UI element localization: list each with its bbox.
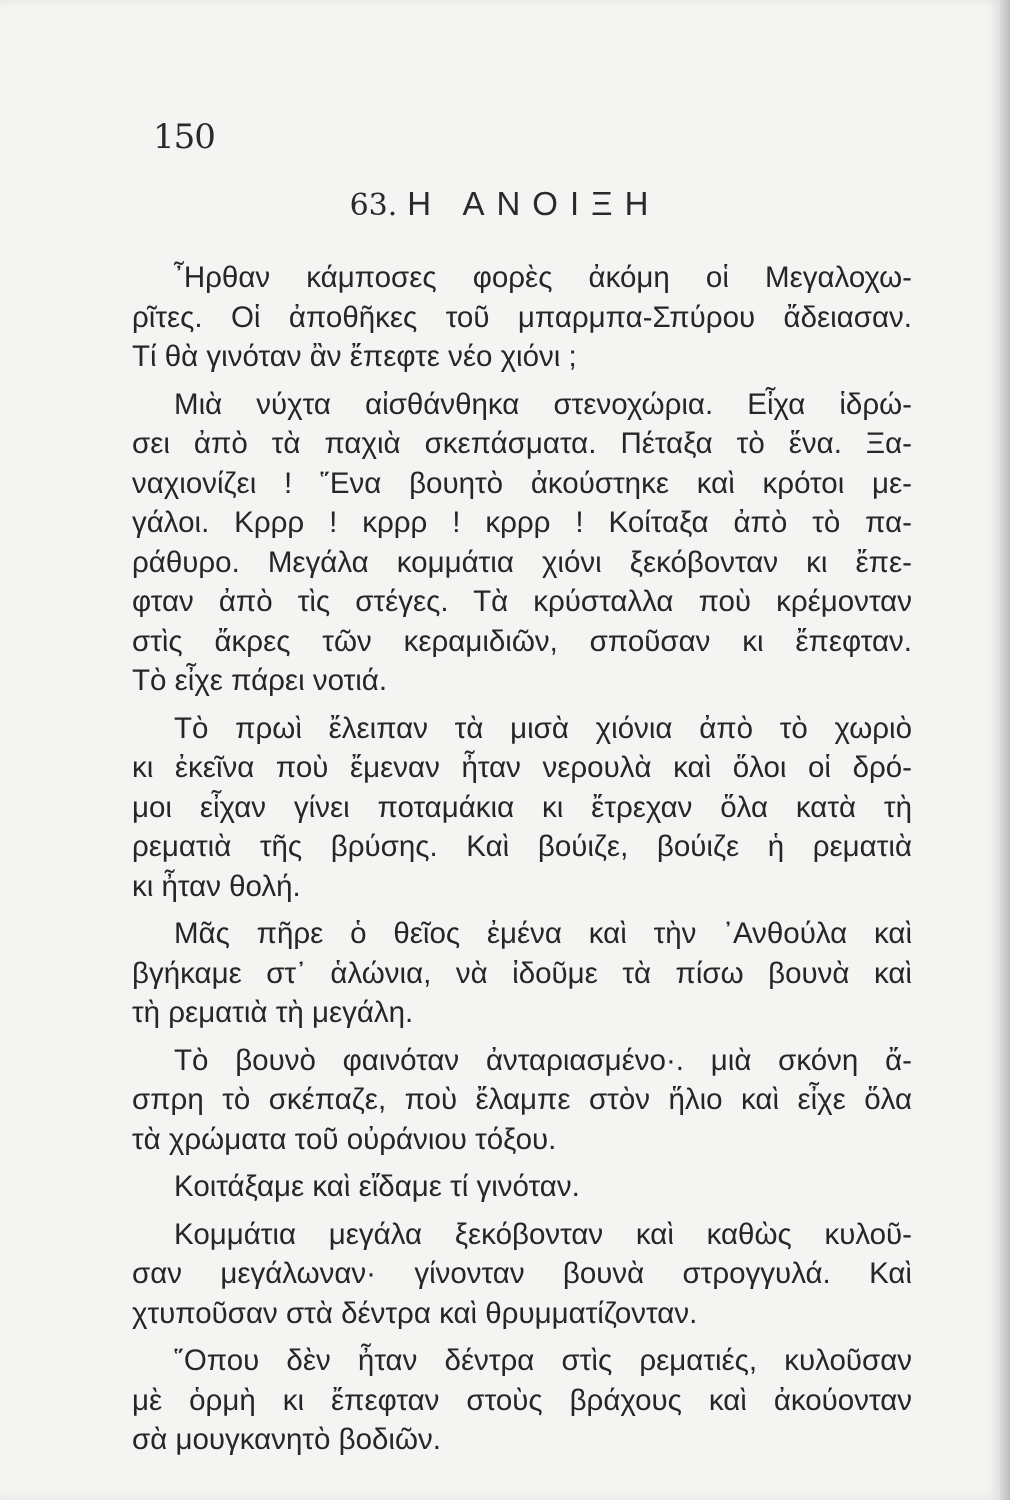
text-line: Μᾶς πῆρε ὁ θεῖος ἐμένα καὶ τὴν ᾿Ανθούλα καὶ: [174, 917, 912, 950]
text-line: ράθυρο. Μεγάλα κομμάτια χιόνι ξεκόβονταν κι ἔπε-: [132, 545, 912, 579]
paragraph-8: [132, 1341, 912, 1460]
text-line: Τὸ βουνὸ φαινόταν ἀνταριασμένο·. μιὰ σκόνη ἄ-: [174, 1043, 912, 1077]
text-line: σει ἀπὸ τὰ παχιὰ σκεπάσματα. Πέταξα τὸ ἕνα. Ξα-: [132, 427, 912, 460]
paragraph-3: [132, 709, 912, 907]
text-line: σαν μεγάλωναν· γίνονταν βουνὰ στρογγυλά. Καὶ: [132, 1257, 912, 1290]
text-line: βγήκαμε στ᾿ ἁλώνια, νὰ ἰδοῦμε τὰ πίσω βουνὰ καὶ: [132, 956, 912, 990]
text-line: ρῖτες. Οἱ ἀποθῆκες τοῦ μπαρμπα-Σπύρου ἄδειασαν.: [132, 300, 912, 334]
chapter-title: Η ΑΝΟΙΞΗ: [407, 185, 661, 222]
paragraph-6: [132, 1167, 912, 1207]
text-line: τὰ χρώματα τοῦ οὐράνιου τόξου.: [132, 1122, 557, 1156]
text-line: στὶς ἄκρες τῶν κεραμιδιῶν, σποῦσαν κι ἔπεφταν.: [132, 624, 912, 658]
page-number: 150: [153, 117, 215, 157]
paragraph-4: [132, 914, 912, 1033]
page-edge: [1000, 0, 1010, 1500]
text-line: ναχιονίζει ! ῞Ενα βουητὸ ἀκούστηκε καὶ κρότοι με-: [132, 466, 912, 500]
text-line: Τὸ πρωὶ ἔλειπαν τὰ μισὰ χιόνια ἀπὸ τὸ χωριὸ: [174, 711, 912, 745]
text-line: Τὸ εἶχε πάρει νοτιά.: [132, 664, 388, 697]
body-text: [132, 258, 912, 1468]
text-line: Τί θὰ γινόταν ἂν ἔπεφτε νέο χιόνι ;: [132, 340, 577, 373]
text-line: μὲ ὁρμὴ κι ἔπεφταν στοὺς βράχους καὶ ἀκούονταν: [132, 1383, 912, 1417]
text-line: γάλοι. Κρρρ ! κρρρ ! κρρρ ! Κοίταξα ἀπὸ τὸ πα-: [132, 506, 912, 539]
text-line: σπρη τὸ σκέπαζε, ποὺ ἔλαμπε στὸν ἥλιο καὶ εἶχε ὅλα: [132, 1083, 912, 1116]
paragraph-5: [132, 1041, 912, 1160]
text-line: μοι εἶχαν γίνει ποταμάκια κι ἔτρεχαν ὅλα κατὰ τὴ: [132, 790, 912, 824]
text-line: τὴ ρεματιὰ τὴ μεγάλη.: [132, 996, 414, 1029]
paragraph-2: [132, 385, 912, 701]
paragraph-1: [132, 258, 912, 377]
text-line: σὰ μουγκανητὸ βοδιῶν.: [132, 1423, 441, 1456]
text-line: χτυποῦσαν στὰ δέντρα καὶ θρυμματίζονταν.: [132, 1296, 698, 1330]
text-line: κι ἦταν θολή.: [132, 869, 301, 903]
text-line: φταν ἀπὸ τὶς στέγες. Τὰ κρύσταλλα ποὺ κρέμονταν: [132, 585, 912, 618]
chapter-number: 63.: [349, 188, 398, 223]
text-line: κι ἐκεῖνα ποὺ ἔμεναν ἦταν νερουλὰ καὶ ὅλοι οἱ δρό-: [132, 751, 912, 784]
text-line: ῏Ηρθαν κάμποσες φορὲς ἀκόμη οἱ Μεγαλοχω-: [174, 261, 912, 294]
text-line: Κοιτάξαμε καὶ εἴδαμε τί γινόταν.: [174, 1170, 580, 1203]
text-line: Μιὰ νύχτα αἰσθάνθηκα στενοχώρια. Εἶχα ἱδρώ-: [174, 387, 912, 421]
text-line: Κομμάτια μεγάλα ξεκόβονταν καὶ καθὼς κυλοῦ-: [174, 1217, 912, 1251]
text-line: ρεματιὰ τῆς βρύσης. Καὶ βούιζε, βούιζε ἡ ρεματιὰ: [132, 830, 912, 863]
chapter-heading: [0, 185, 1010, 223]
paragraph-7: [132, 1215, 912, 1334]
text-line: ῞Οπου δὲν ἦταν δέντρα στὶς ρεματιές, κυλοῦσαν: [174, 1344, 912, 1377]
